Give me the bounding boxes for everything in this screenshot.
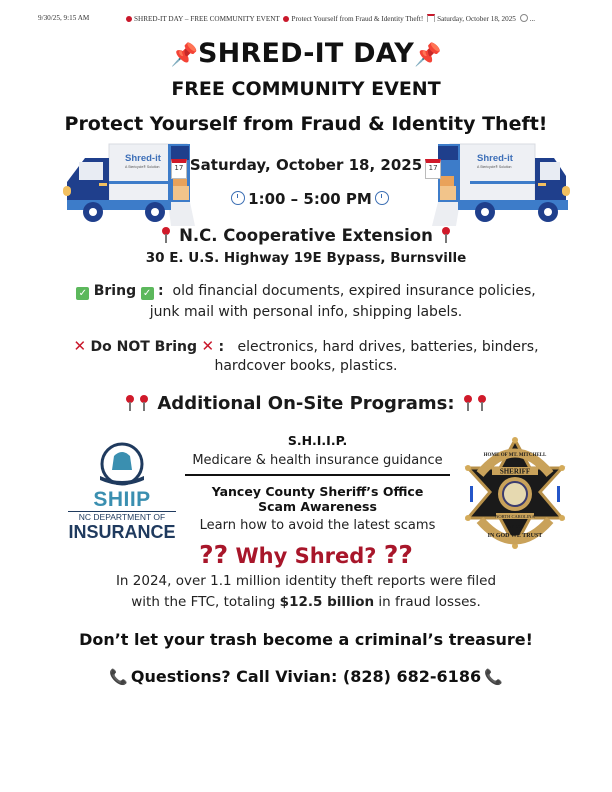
subject-part: ... [529, 15, 536, 23]
pushpin-icon: 📌 [170, 43, 199, 68]
svg-text:Shred-it: Shred-it [477, 153, 513, 164]
round-pushpin-icon [125, 395, 135, 411]
why-text: Why Shred? [235, 544, 377, 568]
svg-text:IN GOD WE TRUST: IN GOD WE TRUST [487, 533, 543, 539]
contact-line [0, 667, 612, 686]
clock-icon [231, 191, 245, 205]
subject-part: Protect Yourself from Fraud & Identity Theft! [291, 15, 424, 23]
do-not-bring-items-cont: hardcover books, plastics. [214, 358, 398, 374]
phone-icon: 📞 [109, 668, 128, 686]
time-text: 1:00 – 5:00 PM [248, 190, 372, 208]
bring-list: ✓ Bring ✓ : old financial documents, expired insurance policies, [0, 283, 612, 300]
calendar-icon: 17 [425, 159, 441, 179]
question-mark-icon: ?? [383, 540, 413, 569]
program-sheriff-title: Yancey County Sheriff’s Office [211, 484, 424, 499]
do-not-bring-list: ✕ Do NOT Bring ✕ : electronics, hard drives, batteries, binders, [73, 337, 539, 355]
do-not-bring-label: Do NOT Bring [90, 339, 198, 355]
round-pushpin-icon [477, 395, 487, 411]
shred-it-truck-right [430, 142, 570, 228]
cross-mark-icon: ✕ [201, 337, 215, 355]
clock-icon [520, 14, 528, 22]
phone-icon: 📞 [484, 668, 503, 686]
question-mark-icon: ?? [199, 540, 229, 569]
stat-amount: $12.5 billion [279, 594, 375, 610]
calendar-icon: 17 [171, 159, 187, 179]
shiip-org-line1: NC DEPARTMENT OF [68, 511, 176, 523]
ship-emblem-icon [92, 440, 152, 490]
stat-line-1: In 2024, over 1.1 million identity theft reports were filed [115, 573, 497, 589]
svg-text:A Stericycle® Solution: A Stericycle® Solution [125, 165, 160, 169]
bring-items: old financial documents, expired insurance policies, [172, 283, 536, 299]
location-text: N.C. Cooperative Extension [179, 226, 433, 245]
print-header [0, 12, 612, 26]
print-timestamp: 9/30/25, 9:15 AM [38, 14, 90, 22]
shiip-org-line2: INSURANCE [68, 522, 176, 542]
round-pushpin-icon [139, 395, 149, 411]
program-sheriff-desc: Learn how to avoid the latest scams [199, 518, 436, 533]
red-circle-icon [283, 16, 289, 22]
pushpin-icon: 📌 [413, 43, 442, 68]
flyer-tagline: Protect Yourself from Fraud & Identity Theft! [64, 113, 548, 135]
program-shiip-title: S.H.I.I.P. [287, 433, 348, 448]
subject-part: SHRED-IT DAY – FREE COMMUNITY EVENT [134, 15, 280, 23]
bring-items-cont: junk mail with personal info, shipping labels. [149, 304, 463, 320]
sheriff-badge [462, 434, 568, 552]
title-text: SHRED-IT DAY [198, 38, 414, 69]
stat-line-2 [0, 594, 612, 610]
additional-programs-heading [0, 393, 612, 414]
program-sheriff-subtitle: Scam Awareness [258, 499, 377, 514]
svg-text:Shred-it: Shred-it [125, 153, 161, 164]
check-mark-icon: ✓ [76, 287, 89, 300]
event-address: 30 E. U.S. Highway 19E Bypass, Burnsville [145, 250, 467, 266]
stat-text: with the FTC, totaling [131, 594, 280, 610]
do-not-bring-items: electronics, hard drives, batteries, binders, [237, 339, 539, 355]
bring-label: Bring [93, 283, 137, 299]
shiip-logo [64, 440, 180, 545]
program-shiip-desc: Medicare & health insurance guidance [192, 453, 443, 468]
date-text: Saturday, October 18, 2025 [189, 156, 423, 174]
why-shred-heading [0, 540, 612, 569]
event-location [0, 226, 612, 245]
svg-text:HOME OF MT. MITCHELL: HOME OF MT. MITCHELL [483, 453, 547, 458]
shred-it-truck-left [63, 142, 198, 228]
event-date [0, 156, 612, 179]
slogan: Don’t let your trash become a criminal’s treasure! [79, 630, 533, 649]
shiip-name: SHIIP [93, 488, 151, 511]
heading-text: Additional On-Site Programs: [157, 393, 455, 414]
svg-text:EST. 1833: EST. 1833 [506, 524, 524, 529]
print-subject [124, 14, 535, 23]
round-pushpin-icon [441, 227, 451, 243]
svg-text:NORTH CAROLINA: NORTH CAROLINA [495, 514, 535, 519]
flyer-title [0, 38, 612, 69]
red-circle-icon [126, 16, 132, 22]
stat-text: in fraud losses. [374, 594, 481, 610]
subject-part: Saturday, October 18, 2025 [437, 15, 516, 23]
flyer-subtitle: FREE COMMUNITY EVENT [171, 78, 441, 100]
cross-mark-icon: ✕ [73, 337, 87, 355]
event-time [4, 190, 612, 208]
program-divider [185, 474, 450, 476]
calendar-icon [427, 14, 435, 22]
contact-text: Questions? Call Vivian: (828) 682-6186 [130, 667, 482, 686]
svg-text:SHERIFF: SHERIFF [499, 467, 531, 476]
check-mark-icon: ✓ [141, 287, 154, 300]
round-pushpin-icon [161, 227, 171, 243]
svg-text:A Stericycle® Solution: A Stericycle® Solution [477, 165, 512, 169]
clock-icon [375, 191, 389, 205]
round-pushpin-icon [463, 395, 473, 411]
